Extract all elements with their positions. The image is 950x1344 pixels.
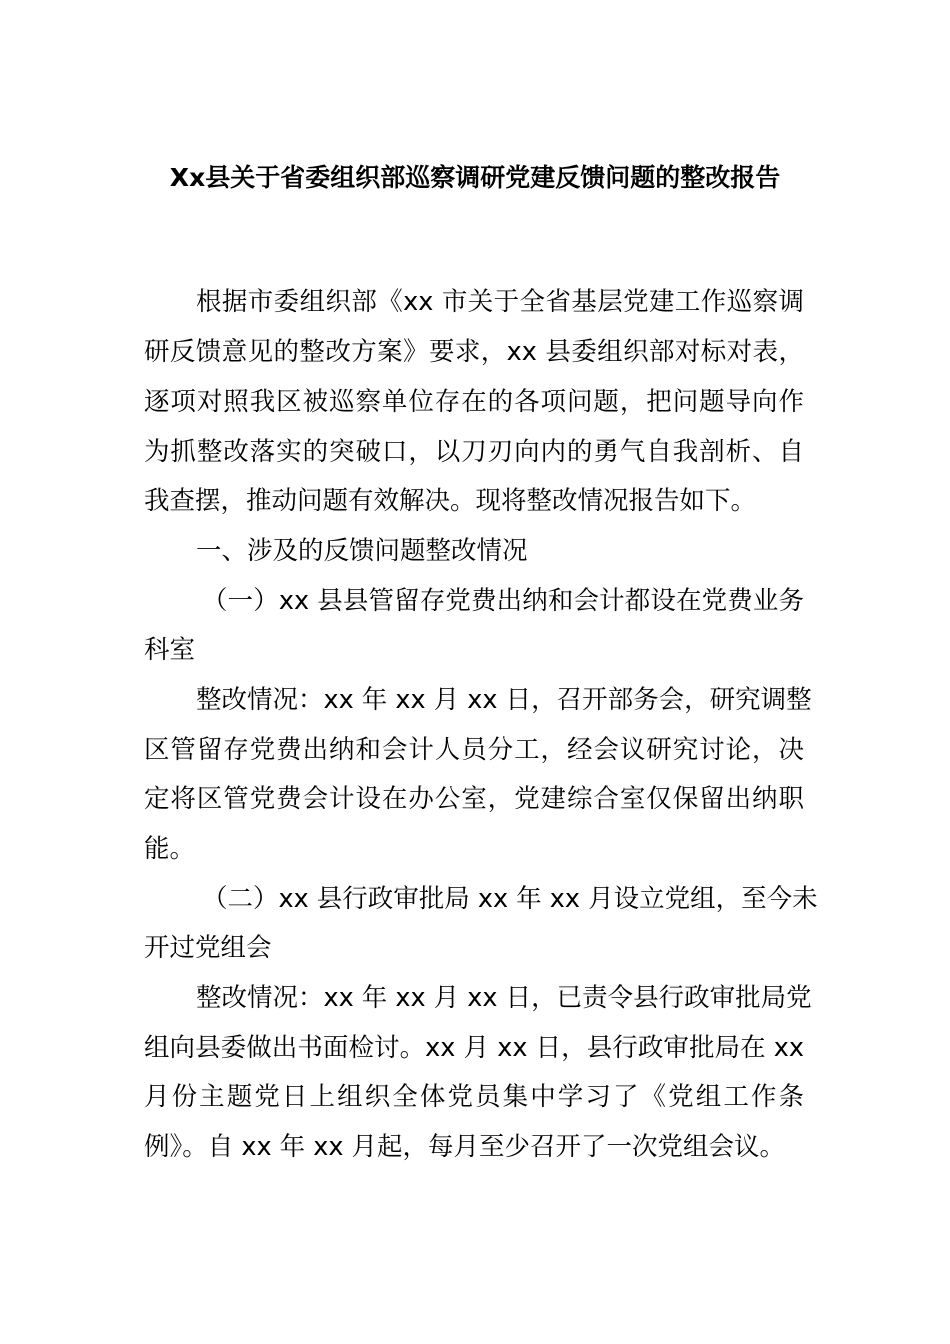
body-line: 月份主题党日上组织全体党员集中学习了《党组工作条 — [144, 1082, 804, 1112]
body-line: 整改情况：xx 年 xx 月 xx 日，已责令县行政审批局党 — [196, 983, 812, 1013]
body-line: 逐项对照我区被巡察单位存在的各项问题，把问题导向作 — [144, 387, 804, 417]
body-line: 组向县委做出书面检讨。xx 月 xx 日，县行政审批局在 xx — [144, 1033, 804, 1063]
subsection-heading: 科室 — [144, 635, 196, 665]
subsection-heading: 开过党组会 — [144, 933, 272, 963]
document-title: Xx县关于省委组织部巡察调研党建反馈问题的整改报告 — [169, 163, 781, 192]
body-line: 例》。自 xx 年 xx 月起，每月至少召开了一次党组会议。 — [144, 1132, 786, 1162]
subsection-heading: （二）xx 县行政审批局 xx 年 xx 月设立党组，至今未 — [202, 884, 818, 914]
body-line: 根据市委组织部《xx 市关于全省基层党建工作巡察调 — [196, 287, 804, 317]
body-line: 研反馈意见的整改方案》要求，xx 县委组织部对标对表， — [144, 337, 804, 367]
body-line: 区管留存党费出纳和会计人员分工，经会议研究讨论，决 — [144, 735, 804, 765]
body-line: 我查摆，推动问题有效解决。现将整改情况报告如下。 — [144, 486, 757, 516]
body-line: 为抓整改落实的突破口，以刀刃向内的勇气自我剖析、自 — [144, 437, 804, 467]
body-line: 定将区管党费会计设在办公室，党建综合室仅保留出纳职 — [144, 784, 804, 814]
body-line: 整改情况：xx 年 xx 月 xx 日，召开部务会，研究调整 — [196, 685, 812, 715]
subsection-heading: （一）xx 县县管留存党费出纳和会计都设在党费业务 — [202, 586, 804, 616]
section-heading: 一、涉及的反馈问题整改情况 — [196, 536, 528, 566]
body-line: 能。 — [144, 834, 196, 864]
